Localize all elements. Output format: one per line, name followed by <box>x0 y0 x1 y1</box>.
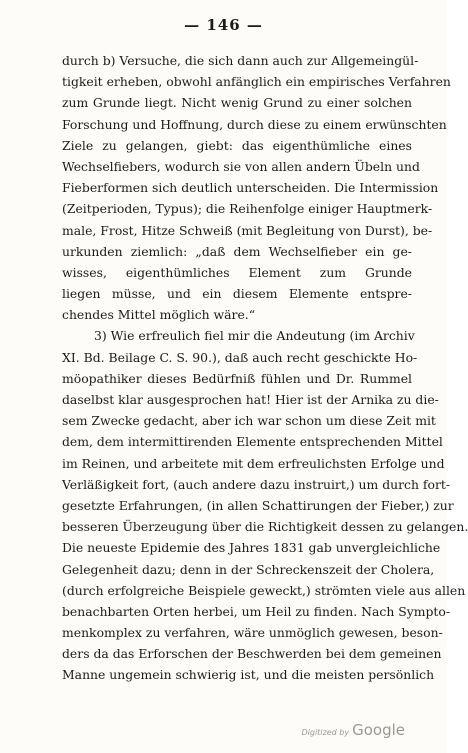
text-line: durch b) Versuche, die sich dann auch zur Allgemeingül- <box>62 53 419 68</box>
text-line: urkunden ziemlich: „daß dem Wechselfieber ein ge- <box>62 243 412 259</box>
google-logo-text: Google <box>352 721 405 739</box>
text-line: sem Zwecke gedacht, aber ich war schon um diese Zeit mit <box>62 413 436 429</box>
digitized-by-google-watermark <box>301 720 405 739</box>
text-line: menkomplex zu verfahren, wäre unmöglich gewesen, beson- <box>62 625 443 641</box>
text-line: im Reinen, und arbeitete mit dem erfreulichsten Erfolge und <box>62 455 445 471</box>
text-line: besseren Überzeugung über die Richtigkeit dessen zu gelangen. <box>62 519 468 535</box>
text-line: dem, dem intermittirenden Elemente entsprechenden Mittel <box>62 434 443 450</box>
text-line: Ziele zu gelangen, giebt: das eigenthümliche eines <box>62 137 412 153</box>
text-line: wisses, eigenthümliches Element zum Grunde <box>62 264 412 280</box>
text-line: benachbarten Orten herbei, um Heil zu finden. Nach Sympto- <box>62 603 451 619</box>
text-line: chendes Mittel möglich wäre.“ <box>62 307 256 323</box>
text-line: daselbst klar ausgesprochen hat! Hier ist der Arnika zu die- <box>62 392 439 407</box>
text-line: Die neueste Epidemie des Jahres 1831 gab unvergleichliche <box>62 540 441 556</box>
text-line: Manne ungemein schwierig ist, und die meisten persönlich <box>62 667 435 683</box>
text-line: Verläßigkeit fort, (auch andere dazu instruirt,) um durch fort- <box>62 476 451 492</box>
text-line: Fieberformen sich deutlich unterscheiden. Die Intermission <box>62 180 439 196</box>
body-text <box>62 50 468 686</box>
text-line: Wechselfiebers, wodurch sie von allen andern Übeln und <box>62 158 420 174</box>
text-line: Forschung und Hoffnung, durch diese zu einem erwünschten <box>62 116 447 132</box>
text-line: gesetzte Erfahrungen, (in allen Schattirungen der Fieber,) zur <box>62 497 454 513</box>
digitized-by-label: Digitized by <box>301 728 350 737</box>
text-line: liegen müsse, und ein diesem Elemente entspre- <box>62 286 412 302</box>
text-line: XI. Bd. Beilage C. S. 90.), daß auch recht geschickte Ho- <box>62 349 418 365</box>
text-line: ders da das Erforschen der Beschwerden bei dem gemeinen <box>62 646 442 662</box>
text-line: (Zeitperioden, Typus); die Reihenfolge einiger Hauptmerk- <box>62 201 433 217</box>
text-line: male, Frost, Hitze Schweiß (mit Begleitung von Durst), be- <box>62 222 433 238</box>
text-line: möopathiker dieses Bedürfniß fühlen und Dr. Rummel <box>62 370 412 386</box>
text-line: (durch erfolgreiche Beispiele geweckt,) strömten viele aus allen <box>62 582 466 598</box>
text-line: tigkeit erheben, obwohl anfänglich ein empirisches Verfahren <box>62 74 451 90</box>
text-line: Gelegenheit dazu; denn in der Schreckenszeit der Cholera, <box>62 561 435 577</box>
text-line: zum Grunde liegt. Nicht wenig Grund zu einer solchen <box>62 95 412 111</box>
text-line: 3) Wie erfreulich fiel mir die Andeutung (im Archiv <box>94 328 415 344</box>
page-number-header: — 146 — <box>184 16 263 34</box>
